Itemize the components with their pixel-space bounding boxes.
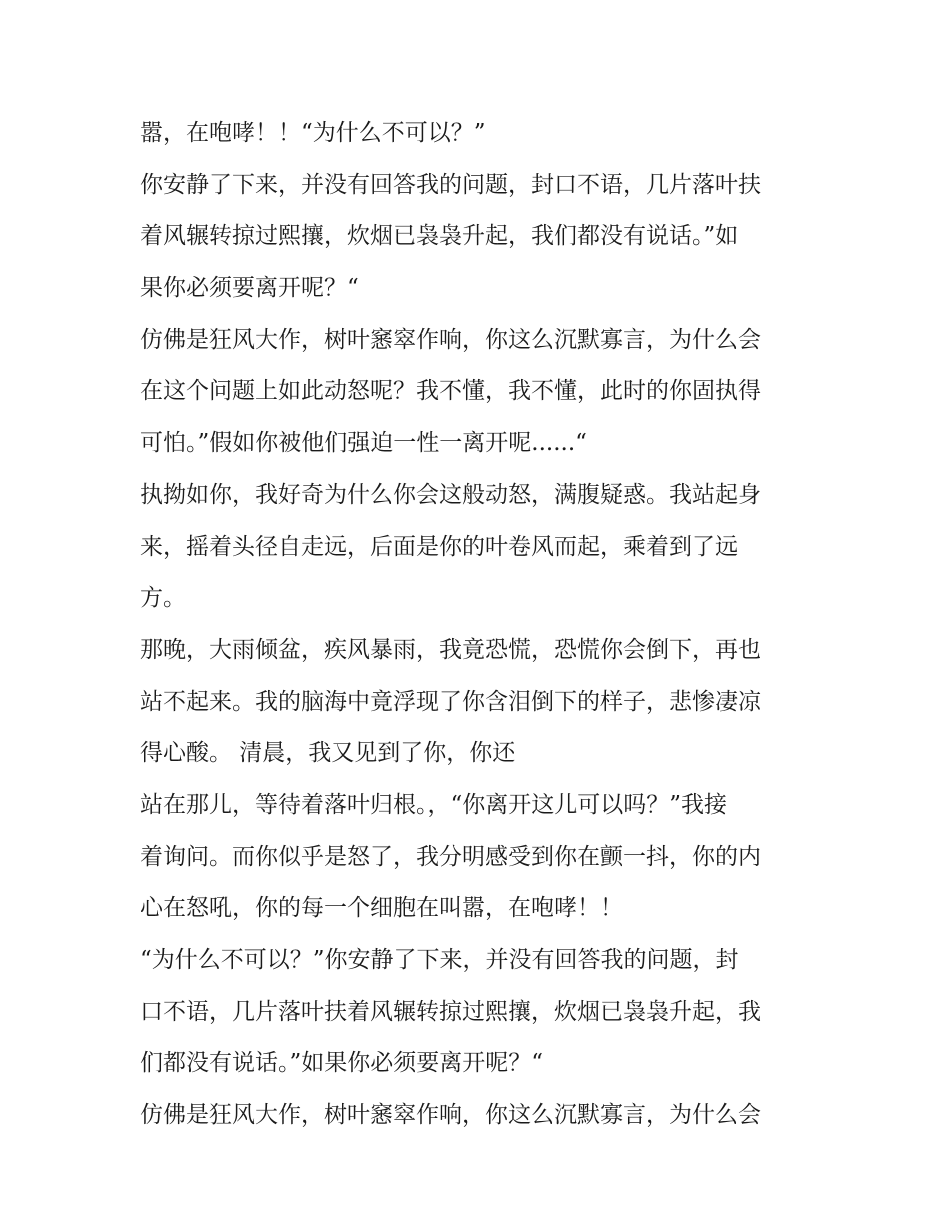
text-line-20: 仿佛是狂风大作，树叶窸窣作响，你这么沉默寡言，为什么会	[140, 1102, 761, 1129]
text-line-17: “为什么不可以？”你安静了下来，并没有回答我的问题，封	[140, 947, 739, 973]
body-text	[140, 108, 840, 1142]
text-line-1: 嚣，在咆哮！！“为什么不可以？”	[140, 120, 486, 146]
text-line-18: 口不语，几片落叶扶着风辗转掠过熙攘，炊烟已袅袅升起，我	[140, 998, 761, 1025]
text-line-11: 那晚，大雨倾盆，疾风暴雨，我竟恐慌，恐慌你会倒下，再也	[140, 636, 761, 663]
text-line-16: 心在怒吼，你的每一个细胞在叫嚣，在咆哮！！	[140, 895, 623, 922]
text-line-19: 们都没有说话。”如果你必须要离开呢？“	[140, 1050, 544, 1077]
text-line-2: 你安静了下来，并没有回答我的问题，封口不语，几片落叶扶	[140, 171, 761, 198]
text-line-6: 在这个问题上如此动怒呢？我不懂，我不懂，此时的你固执得	[140, 378, 761, 405]
text-line-7: 可怕。”假如你被他们强迫一性一离开呢......“	[140, 430, 587, 457]
text-line-8: 执拗如你，我好奇为什么你会这般动怒，满腹疑惑。我站起身	[140, 481, 761, 508]
text-line-10: 方。	[140, 585, 186, 612]
text-line-5: 仿佛是狂风大作，树叶窸窣作响，你这么沉默寡言，为什么会	[140, 326, 761, 353]
text-line-15: 着询问。而你似乎是怒了，我分明感受到你在颤一抖，你的内	[140, 843, 761, 870]
text-line-3: 着风辗转掠过熙攘，炊烟已袅袅升起，我们都没有说话。”如	[140, 223, 739, 250]
text-line-13: 得心酸。 清晨，我又见到了你，你还	[140, 740, 516, 767]
text-line-9: 来，摇着头径自走远，后面是你的叶卷风而起，乘着到了远	[140, 533, 738, 560]
text-line-12: 站不起来。我的脑海中竟浮现了你含泪倒下的样子，悲惨凄凉	[140, 688, 761, 715]
text-line-14: 站在那儿，等待着落叶归根。，“你离开这儿可以吗？”我接	[140, 791, 728, 818]
text-line-4: 果你必须要离开呢？“	[140, 275, 359, 302]
